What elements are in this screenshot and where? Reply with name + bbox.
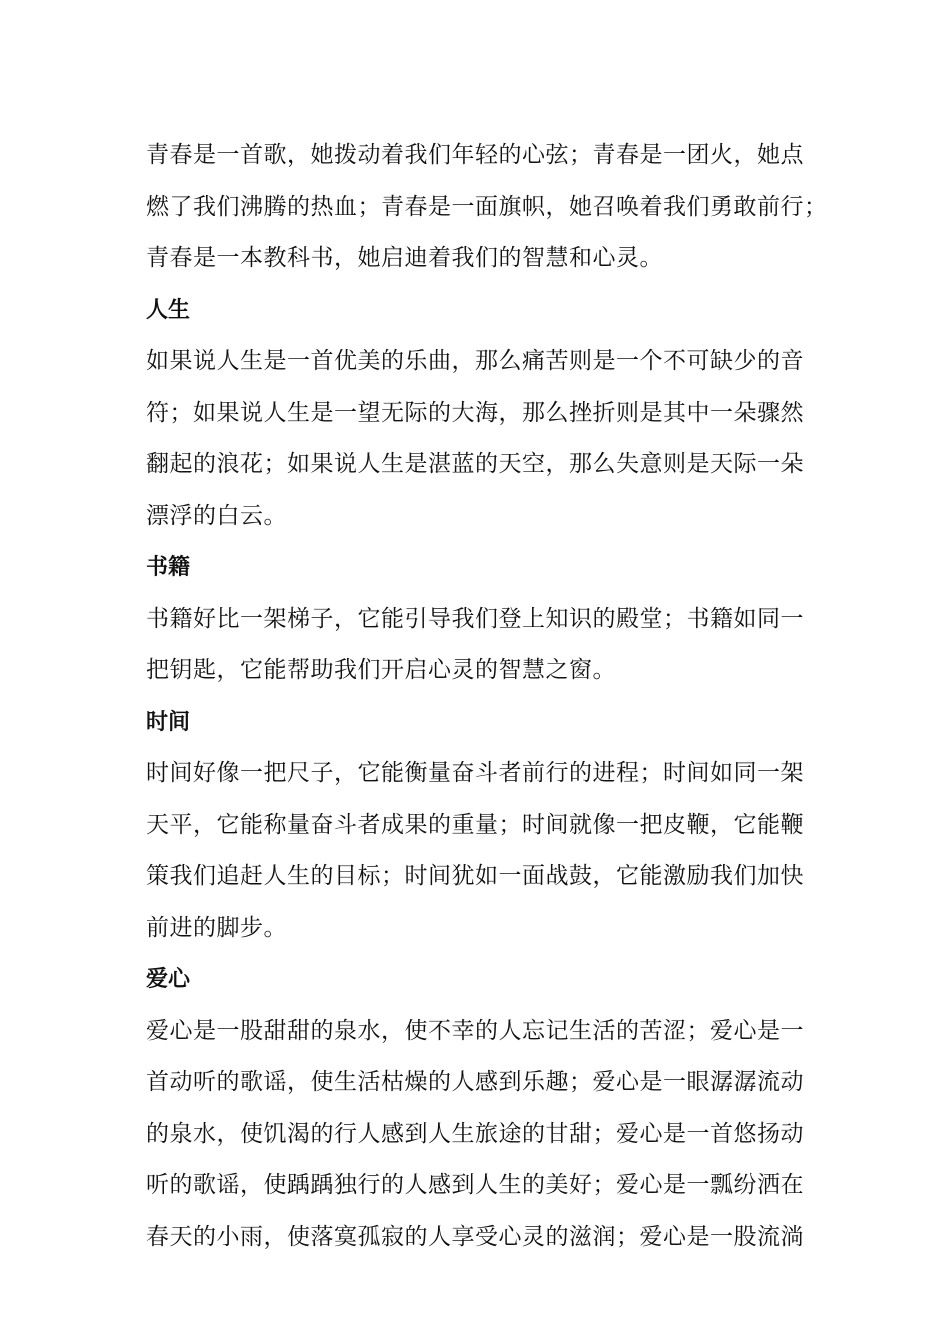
text-line: 书籍好比一架梯子，它能引导我们登上知识的殿堂；书籍如同一 [146, 605, 804, 632]
text-line: 把钥匙，它能帮助我们开启心灵的智慧之窗。 [146, 657, 616, 683]
section-time [146, 697, 812, 955]
text-line: 青春是一本教科书，她启迪着我们的智慧和心灵。 [146, 245, 663, 271]
paragraph-love [146, 1006, 812, 1264]
document-page [146, 130, 828, 1263]
text-line: 春天的小雨，使落寞孤寂的人享受心灵的滋润；爱心是一股流淌 [146, 1223, 804, 1250]
text-line: 符；如果说人生是一望无际的大海，那么挫折则是其中一朵骤然 [146, 399, 804, 426]
section-youth [146, 130, 828, 285]
text-line: 翻起的浪花；如果说人生是湛蓝的天空，那么失意则是天际一朵 [146, 451, 804, 477]
text-line: 青春是一首歌，她拨动着我们年轻的心弦；青春是一团火，她点 [146, 142, 804, 168]
paragraph-time [146, 748, 812, 954]
text-line: 漂浮的白云。 [146, 502, 287, 529]
section-heading: 时间 [146, 709, 191, 735]
section-life [146, 285, 812, 543]
text-line: 爱心是一股甜甜的泉水，使不幸的人忘记生活的苦涩；爱心是一 [146, 1017, 804, 1044]
paragraph-books [146, 594, 812, 697]
text-line: 燃了我们沸腾的热血；青春是一面旗帜，她召唤着我们勇敢前行； [146, 193, 828, 220]
text-line: 如果说人生是一首优美的乐曲，那么痛苦则是一个不可缺少的音 [146, 348, 804, 374]
section-love [146, 954, 812, 1263]
text-line: 策我们追赶人生的目标；时间犹如一面战鼓，它能激励我们加快 [146, 863, 804, 889]
text-line: 首动听的歌谣，使生活枯燥的人感到乐趣；爱心是一眼潺潺流动 [146, 1069, 804, 1095]
text-line: 天平，它能称量奋斗者成果的重量；时间就像一把皮鞭，它能鞭 [146, 811, 804, 838]
section-books [146, 542, 812, 697]
section-heading: 爱心 [146, 967, 191, 992]
text-line: 的泉水，使饥渴的行人感到人生旅途的甘甜；爱心是一首悠扬动 [146, 1120, 804, 1147]
text-line: 听的歌谣，使踽踽独行的人感到人生的美好；爱心是一瓢纷洒在 [146, 1172, 804, 1198]
text-line: 前进的脚步。 [146, 914, 287, 941]
paragraph-youth [146, 130, 828, 285]
text-line: 时间好像一把尺子，它能衡量奋斗者前行的进程；时间如同一架 [146, 760, 804, 786]
section-heading: 书籍 [146, 555, 191, 580]
section-heading: 人生 [146, 297, 191, 323]
paragraph-life [146, 336, 812, 542]
